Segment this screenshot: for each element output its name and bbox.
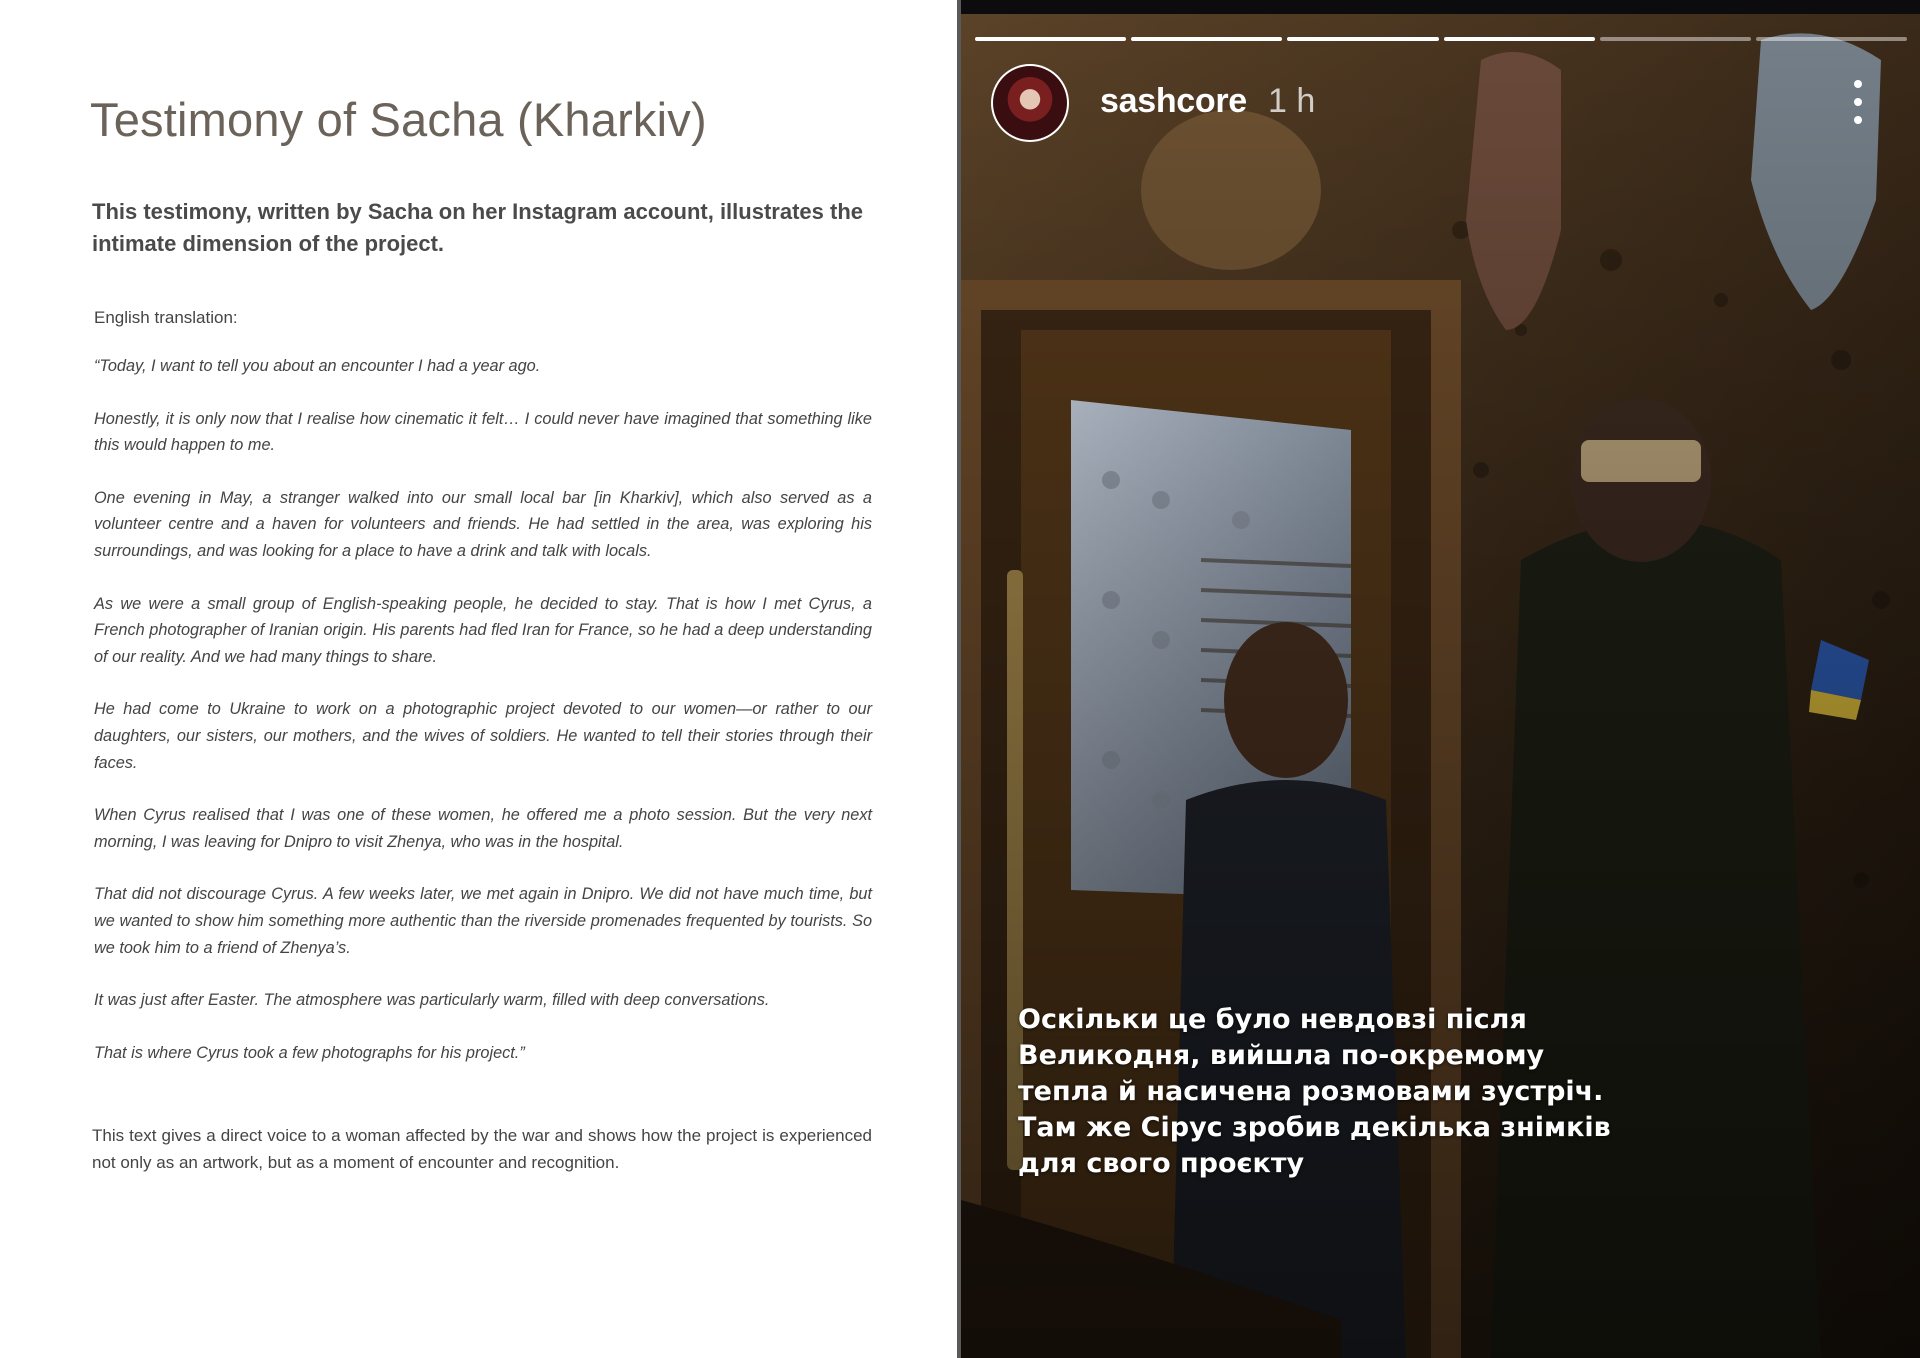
quote-paragraph: “Today, I want to tell you about an encounter I had a year ago. xyxy=(94,357,541,375)
lead-paragraph: This testimony, written by Sacha on her Instagram account, illustrates the intimate dimension of the project. xyxy=(92,199,863,256)
quote-paragraph: When Cyrus realised that I was one of these women, he offered me a photo session. But the very next morning, I was leaving for Dnipro to visit Zhenya, who was in the hospital. xyxy=(94,806,872,851)
page-title: Testimony of Sacha (Kharkiv) xyxy=(90,93,707,146)
story-username[interactable]: sashcore xyxy=(1100,82,1247,120)
progress-segment xyxy=(1131,37,1282,41)
progress-segment xyxy=(1600,37,1751,41)
instagram-story[interactable] xyxy=(961,0,1920,1358)
dot xyxy=(1854,80,1862,88)
progress-segment xyxy=(1287,37,1438,41)
quote-paragraph: One evening in May, a stranger walked into our small local bar [in Kharkiv], which also served as a volunteer centre and a haven for volunteers and friends. He had settled in the area, was exploring his surroundings, and was looking for a place to have a drink and talk with locals. xyxy=(94,488,872,560)
profile-avatar[interactable] xyxy=(991,64,1069,142)
translation-block xyxy=(94,305,872,1092)
story-timestamp: 1 h xyxy=(1268,82,1316,120)
progress-segment xyxy=(1444,37,1595,41)
quote-paragraph: That did not discourage Cyrus. A few weeks later, we met again in Dnipro. We did not have much time, but we wanted to show him something more authentic than the riverside promenades frequented by tourists. So we took him to a friend of Zhenya’s. xyxy=(94,885,872,957)
document-page xyxy=(0,0,957,1358)
quote-paragraph: Honestly, it is only now that I realise how cinematic it felt… I could never have imagined that something like this would happen to me. xyxy=(94,409,872,455)
quote-paragraph: He had come to Ukraine to work on a photographic project devoted to our women—or rather to our daughters, our sisters, our mothers, and the wives of soldiers. He wanted to tell their stories through their faces. xyxy=(94,700,872,772)
dot xyxy=(1854,98,1862,106)
progress-segment xyxy=(975,37,1126,41)
story-caption: Оскільки це було невдовзі після Великодня, вийшла по-окремому тепла й насичена розмовами зустріч. Там же Сірус зробив декілька знімків для свого проєкту xyxy=(1018,1004,1611,1179)
more-vertical-icon[interactable] xyxy=(1851,80,1865,124)
conclusion-paragraph: This text gives a direct voice to a woman affected by the war and shows how the project is experienced not only as an artwork, but as a moment of encounter and recognition. xyxy=(92,1126,872,1172)
story-progress-bar xyxy=(975,37,1907,41)
dot xyxy=(1854,116,1862,124)
quote-paragraph: That is where Cyrus took a few photographs for his project.” xyxy=(94,1043,525,1062)
story-top-bar xyxy=(961,0,1920,14)
avatar-image xyxy=(993,66,1067,140)
translation-label: English translation: xyxy=(94,308,238,327)
quote-paragraph: As we were a small group of English-speaking people, he decided to stay. That is how I met Cyrus, a French photographer of Iranian origin. His parents had fled Iran for France, so he had a deep understanding of our reality. And we had many things to share. xyxy=(94,594,872,666)
quote-paragraph: It was just after Easter. The atmosphere was particularly warm, filled with deep conversations. xyxy=(94,991,770,1010)
progress-segment xyxy=(1756,37,1907,41)
